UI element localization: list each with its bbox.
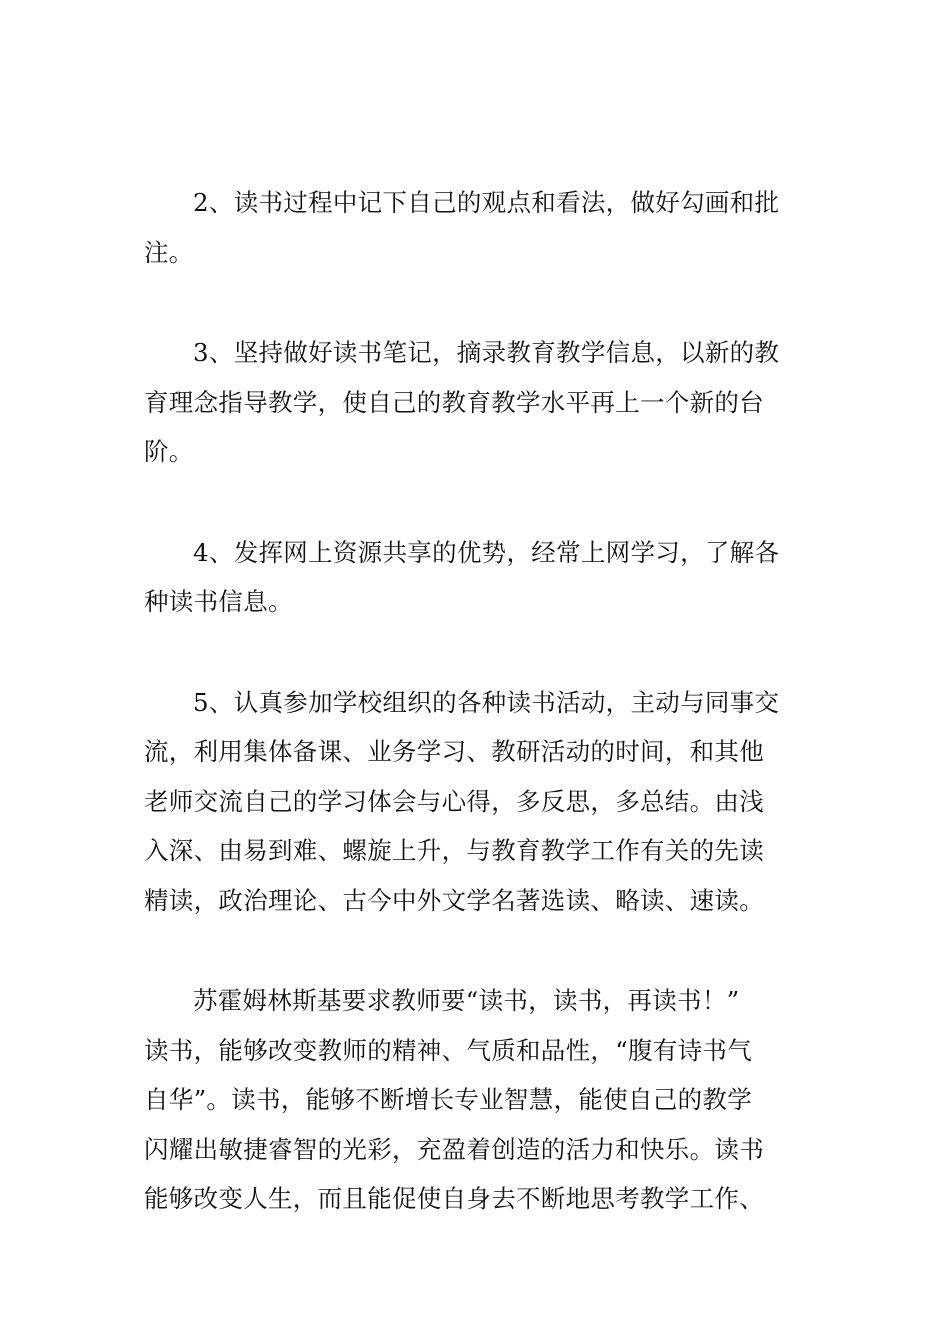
text-line: 读书，能够改变教师的精神、气质和品性，“腹有诗书气 [144, 1035, 753, 1065]
text-line: 入深、由易到难、螺旋上升，与教育教学工作有关的先读 [144, 836, 764, 865]
text-line: 精读，政治理论、古今中外文学名著选读、略读、速读。 [144, 885, 764, 915]
text-line: 注。 [144, 237, 194, 267]
text-line: 自华”。读书，能够不断增长专业智慧，能使自己的教学 [144, 1085, 753, 1114]
text-line: 4、发挥网上资源共享的优势，经常上网学习，了解各 [193, 537, 780, 567]
paragraph-3 [144, 328, 808, 477]
text-line: 流，利用集体备课、业务学习、教研活动的时间，和其他 [144, 737, 764, 766]
document-body [144, 178, 808, 1275]
text-line: 苏霍姆林斯基要求教师要“读书，读书，再读书！” [193, 986, 740, 1015]
text-line: 育理念指导教学，使自己的教育教学水平再上一个新的台 [144, 387, 764, 417]
text-line: 5、认真参加学校组织的各种读书活动，主动与同事交 [193, 687, 780, 717]
text-line: 阶。 [144, 437, 194, 466]
text-line: 老师交流自己的学习体会与心得，多反思，多总结。由浅 [144, 786, 764, 816]
text-line: 能够改变人生，而且能促使自身去不断地思考教学工作、 [144, 1184, 764, 1213]
paragraph-suhomlinsky [144, 976, 808, 1224]
paragraph-2 [144, 178, 808, 277]
text-line: 闪耀出敏捷睿智的光彩，充盈着创造的活力和快乐。读书 [144, 1134, 764, 1164]
text-line: 种读书信息。 [144, 587, 293, 616]
paragraph-4 [144, 528, 808, 627]
text-line: 2、读书过程中记下自己的观点和看法，做好勾画和批 [193, 188, 780, 217]
paragraph-5 [144, 678, 808, 926]
text-line: 3、坚持做好读书笔记，摘录教育教学信息，以新的教 [193, 338, 780, 367]
